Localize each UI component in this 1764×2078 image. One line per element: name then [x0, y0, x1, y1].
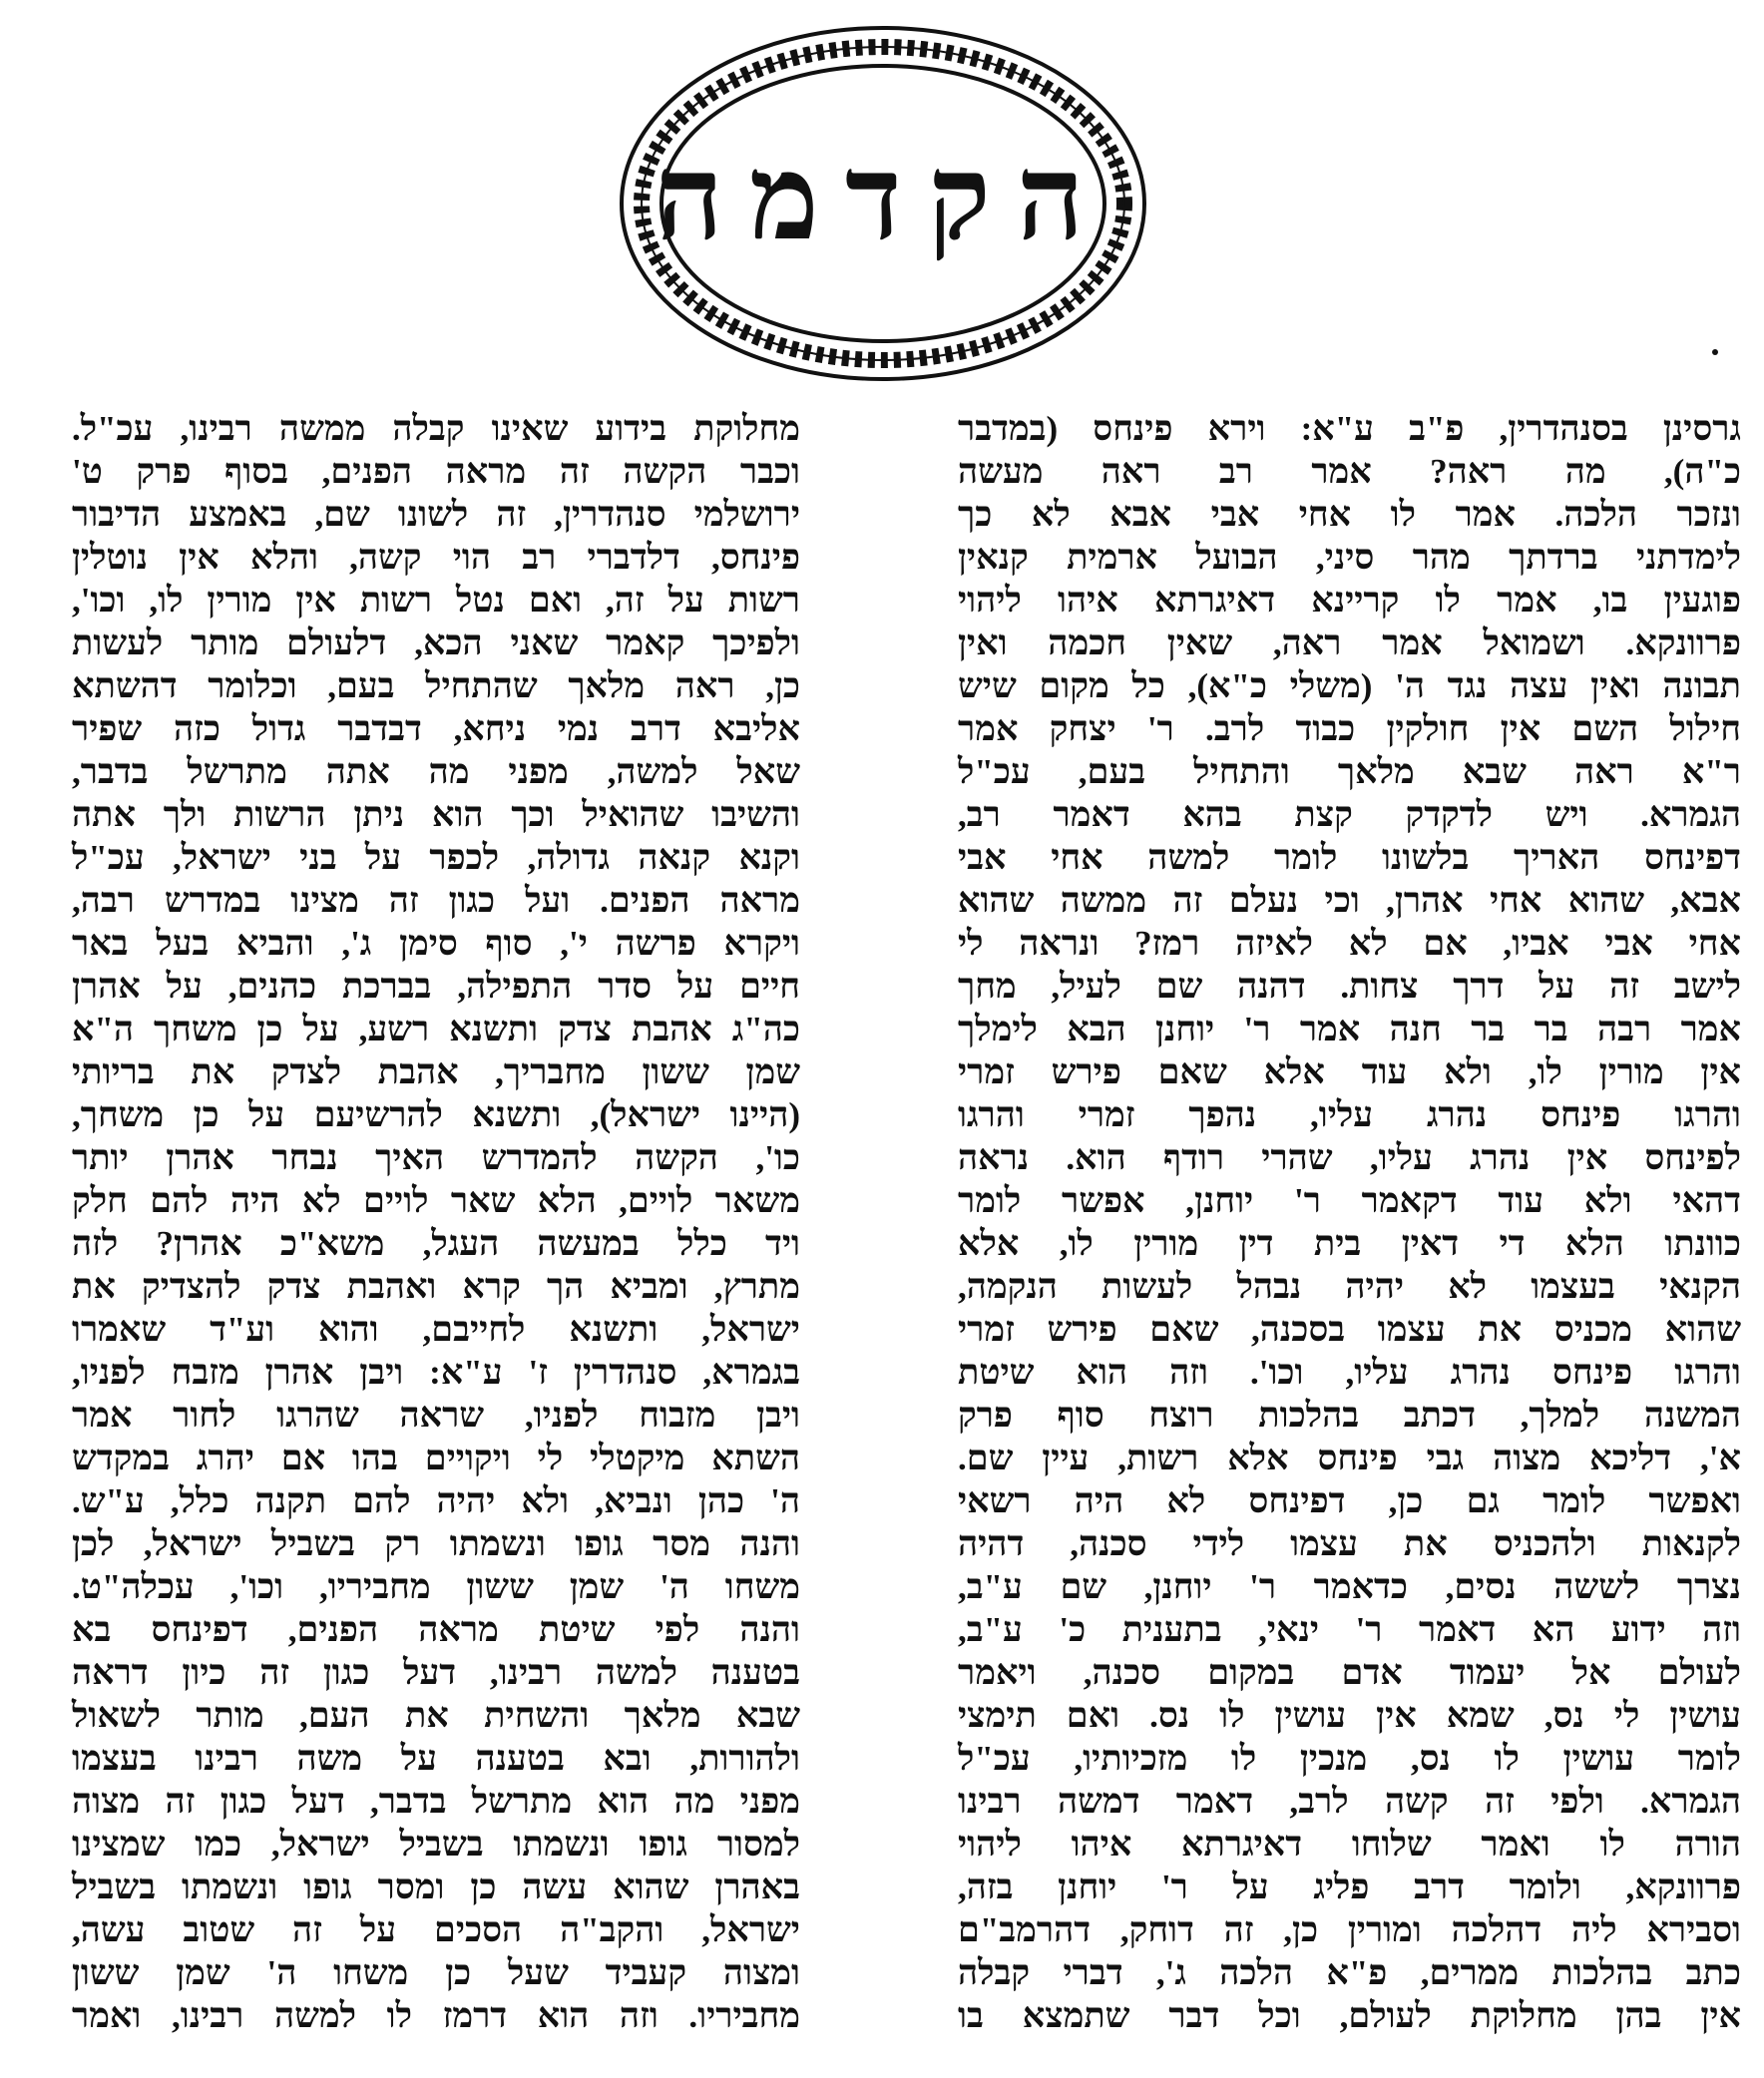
text-line: ר"א ראה שבא מלאך והתחיל בעם, עכ"ל: [958, 752, 1741, 791]
text-line: נצרך לששה נסים, כדאמר ר' יוחנן, שם ע"ב,: [958, 1567, 1741, 1606]
text-line: בטענה למשה רבינו, דעל כגון זה כיון דראה: [72, 1653, 800, 1692]
text-line: הורה לו ואמר שלוחו דאיגרתא איהו ליהוי: [958, 1825, 1741, 1864]
text-line: (היינו ישראל), ותשנא להרשיעם על כן משחך,: [72, 1095, 800, 1134]
text-line: ולהורות, ובא בטענה על משה רבינו בעצמו: [72, 1739, 800, 1778]
page-title: הקדמה: [656, 134, 1110, 264]
text-line: וסבירא ליה דהלכה ומורין כן, זה דוחק, דהרמב"ם: [958, 1910, 1741, 1949]
text-line: המשנה למלך, דכתב בהלכות רוצח סוף פרק: [958, 1396, 1741, 1435]
text-column-right: [958, 407, 1741, 2037]
text-line: בגמרא, סנהדרין ז' ע"א: ויבן אהרן מזבח לפניו,: [72, 1353, 800, 1392]
text-line: ה' כהן ונביא, ולא יהיה להם תקנה כלל, ע"ש.: [72, 1481, 800, 1520]
text-line: לישב זה על דרך צחות. דהנה שם לעיל, מחך: [958, 967, 1741, 1006]
text-line: דהאי ולא עוד דקאמר ר' יוחנן, אפשר לומר: [958, 1181, 1741, 1220]
text-line: אחי אבי אביו, אם לא לאיזה רמז? ונראה לי: [958, 924, 1741, 963]
text-line: אמר רבה בר בר חנה אמר ר' יוחנן הבא לימלך: [958, 1010, 1741, 1048]
text-line: כו', הקשה להמדרש האיך נבחר אהרן יותר: [72, 1138, 800, 1177]
text-line: משאר לויים, הלא שאר לויים לא היה להם חלק: [72, 1181, 800, 1220]
text-line: ויד כלל במעשה העגל, משא"כ אהרן? לזה: [72, 1224, 800, 1263]
text-line: כן, ראה מלאך שהתחיל בעם, וכלומר דהשתא: [72, 666, 800, 705]
text-line: עושין לי נס, שמא אין עושין לו נס. ואם תימצי: [958, 1696, 1741, 1735]
text-line: לפינחס אין נהרג עליו, שהרי רודף הוא. נראה: [958, 1138, 1741, 1177]
text-line: אליבא דרב נמי ניחא, דבדבר גדול כזה שפיר: [72, 709, 800, 748]
text-line: ישראל, והקב"ה הסכים על זה שטוב עשה,: [72, 1910, 800, 1949]
text-line: כתב בהלכות ממרים, פ"א הלכה ג', דברי קבלה: [958, 1953, 1741, 1992]
speck: [1712, 349, 1718, 355]
text-line: ונזכר הלכה. אמר לו אחי אבי אבא לא כך: [958, 495, 1741, 534]
text-line: לומר עושין לו נס, מנכין לו מזכיותיו, עכ"ל: [958, 1739, 1741, 1778]
text-line: דפינחס האריך בלשונו לומר למשה אחי אבי: [958, 838, 1741, 877]
text-line: כה"ג אהבת צדק ותשנא רשע, על כן משחך ה"א: [72, 1010, 800, 1048]
text-line: תבונה ואין עצה נגד ה' (משלי כ"א), כל מקום שיש: [958, 666, 1741, 705]
text-line: הגמרא. ויש לדקדק קצת בהא דאמר רב,: [958, 795, 1741, 834]
text-line: וזה ידוע הא דאמר ר' ינאי, בתענית כ' ע"ב,: [958, 1610, 1741, 1649]
text-line: אין בהן מחלוקת לעולם, וכל דבר שתמצא בו: [958, 1996, 1741, 2035]
text-line: לימדתני ברדתך מהר סיני, הבועל ארמית קנאין: [958, 538, 1741, 577]
text-line: ישראל, ותשנא לחייבם, והוא וע"ד שאמרו: [72, 1310, 800, 1349]
text-line: א', דליכא מצוה גבי פינחס אלא רשות, עיין שם.: [958, 1439, 1741, 1477]
text-line: פרוונקא, ולומר דרב פליג על ר' יוחנן בזה,: [958, 1868, 1741, 1906]
text-line: מתרץ, ומביא הך קרא ואהבת צדק להצדיק את: [72, 1267, 800, 1306]
text-line: ירושלמי סנהדרין, זה לשונו שם, באמצע הדיבור: [72, 495, 800, 534]
text-line: משחו ה' שמן ששון מחביריו, וכו', עכלה"ט.: [72, 1567, 800, 1606]
text-line: והנה לפי שיטת מראה הפנים, דפינחס בא: [72, 1610, 800, 1649]
text-line: אבא, שהוא אחי אהרן, וכי נעלם זה ממשה שהוא: [958, 881, 1741, 920]
text-line: ומצוה קעביד שעל כן משחו ה' שמן ששון: [72, 1953, 800, 1992]
text-line: שהוא מכניס את עצמו בסכנה, שאם פירש זמרי: [958, 1310, 1741, 1349]
text-line: והרגו פינחס נהרג עליו, וכו'. וזה הוא שיטת: [958, 1353, 1741, 1392]
text-line: והרגו פינחס נהרג עליו, נהפך זמרי והרגו: [958, 1095, 1741, 1134]
text-line: השתא מיקטלי לי ויקויים בהו אם יהרג במקדש: [72, 1439, 800, 1477]
text-line: פוגעין בו, אמר לו קריינא דאיגרתא איהו ליהוי: [958, 581, 1741, 620]
text-line: מראה הפנים. ועל כגון זה מצינו במדרש רבה,: [72, 881, 800, 920]
text-line: כ"ה), מה ראה? אמר רב ראה מעשה: [958, 452, 1741, 491]
text-line: שאל למשה, מפני מה אתה מתרשל בדבר,: [72, 752, 800, 791]
text-line: ויקרא פרשה י', סוף סימן ג', והביא בעל באר: [72, 924, 800, 963]
text-line: פרוונקא. ושמואל אמר ראה, שאין חכמה ואין: [958, 623, 1741, 662]
text-line: רשות על זה, ואם נטל רשות אין מורין לו, וכו',: [72, 581, 800, 620]
text-line: והשיבו שהואיל וכך הוא ניתן הרשות ולך אתה: [72, 795, 800, 834]
text-line: שבא מלאך והשחית את העם, מותר לשאול: [72, 1696, 800, 1735]
text-line: כוונתו הלא די דאין בית דין מורין לו, אלא: [958, 1224, 1741, 1263]
text-line: פינחס, דלדברי רב הוי קשה, והלא אין נוטלין: [72, 538, 800, 577]
text-column-left: [72, 407, 800, 2037]
text-line: ואפשר לומר גם כן, דפינחס לא היה רשאי: [958, 1481, 1741, 1520]
text-line: אין מורין לו, ולא עוד אלא שאם פירש זמרי: [958, 1052, 1741, 1091]
text-line: מחלוקת בידוע שאינו קבלה ממשה רבינו, עכ"ל.: [72, 409, 800, 448]
text-line: הגמרא. ולפי זה קשה לרב, דאמר דמשה רבינו: [958, 1782, 1741, 1821]
text-line: שמן ששון מחבריך, אהבת לצדק את בריותי: [72, 1052, 800, 1091]
text-line: באהרן שהוא עשה כן ומסר גופו ונשמתו בשביל: [72, 1868, 800, 1906]
text-line: גרסינן בסנהדרין, פ"ב ע"א: וירא פינחס (במדבר: [958, 409, 1741, 448]
text-line: חילול השם אין חולקין כבוד לרב. ר' יצחק אמר: [958, 709, 1741, 748]
text-line: מחביריו. וזה הוא דרמז לו למשה רבינו, ואמר: [72, 1996, 800, 2035]
text-line: וקנא קנאה גדולה, לכפר על בני ישראל, עכ"ל: [72, 838, 800, 877]
text-line: חיים על סדר התפילה, בברכת כהנים, על אהרן: [72, 967, 800, 1006]
text-line: ולפיכך קאמר שאני הכא, דלעולם מותר לעשות: [72, 623, 800, 662]
text-line: ויבן מזבוח לפניו, שראה שהרגו לחור אמר: [72, 1396, 800, 1435]
text-line: והנה מסר גופו ונשמתו רק בשביל ישראל, לכן: [72, 1524, 800, 1563]
text-line: וכבר הקשה זה מראה הפנים, בסוף פרק ט': [72, 452, 800, 491]
text-line: לעולם אל יעמוד אדם במקום סכנה, ויאמר: [958, 1653, 1741, 1692]
text-line: הקנאי בעצמו לא יהיה נבהל לעשות הנקמה,: [958, 1267, 1741, 1306]
text-line: לקנאות ולהכניס את עצמו לידי סכנה, דהיה: [958, 1524, 1741, 1563]
text-line: מפני מה הוא מתרשל בדבר, דעל כגון זה מצוה: [72, 1782, 800, 1821]
text-line: למסור גופו ונשמתו בשביל ישראל, כמו שמצינו: [72, 1825, 800, 1864]
